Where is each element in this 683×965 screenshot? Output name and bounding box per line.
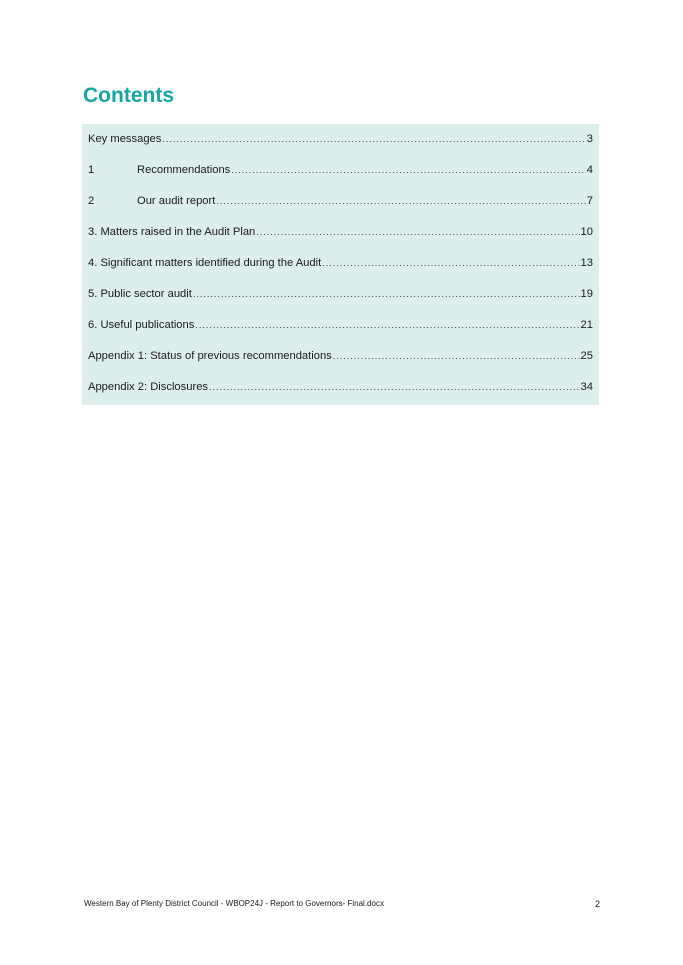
toc-entry-label: 3. Matters raised in the Audit Plan [88,226,256,238]
toc-entry-label: Appendix 1: Status of previous recommendations [88,350,332,362]
toc-dot-leader [195,315,579,335]
toc-entry-public-sector-audit[interactable] [88,284,593,315]
toc-entry-page: 21 [580,319,593,331]
footer-page-number: 2 [594,899,600,909]
toc-entry-our-audit-report[interactable] [88,191,593,222]
toc-entry-page: 7 [586,195,593,207]
toc-entry-page: 4 [586,164,593,176]
toc-entry-number: 1 [88,164,95,176]
toc-entry-page: 34 [580,381,593,393]
toc-entry-label: Key messages [88,133,162,145]
toc-dot-leader [216,191,585,211]
toc-dot-leader [322,253,579,273]
toc-entry-page: 19 [580,288,593,300]
toc-dot-leader [256,222,579,242]
toc-entry-page: 10 [580,226,593,238]
table-of-contents [82,124,599,405]
toc-entry-matters-raised[interactable] [88,222,593,253]
toc-entry-label: Appendix 2: Disclosures [88,381,209,393]
toc-entry-useful-publications[interactable] [88,315,593,346]
toc-dot-leader [193,284,580,304]
toc-entry-label: Recommendations [137,164,231,176]
toc-entry-appendix-2[interactable] [88,377,593,408]
toc-entry-label: 5. Public sector audit [88,288,192,300]
footer-document-name: Western Bay of Plenty District Council - WBOP24J - Report to Governors- Final.docx [84,899,384,908]
toc-entry-key-messages[interactable] [88,129,593,160]
toc-entry-page: 3 [586,133,593,145]
toc-entry-recommendations[interactable] [88,160,593,191]
toc-entry-page: 13 [580,257,593,269]
toc-entry-number: 2 [88,195,95,207]
toc-entry-label: 4. Significant matters identified during the Audit [88,257,322,269]
toc-entry-label: 6. Useful publications [88,319,195,331]
toc-entry-label: Our audit report [137,195,216,207]
page-title: Contents [83,84,174,107]
toc-dot-leader [231,160,585,180]
toc-dot-leader [162,129,585,149]
toc-entry-page: 25 [580,350,593,362]
toc-entry-appendix-1[interactable] [88,346,593,377]
toc-entry-significant-matters[interactable] [88,253,593,284]
page-footer [84,898,600,910]
toc-dot-leader [209,377,580,397]
toc-dot-leader [333,346,580,366]
